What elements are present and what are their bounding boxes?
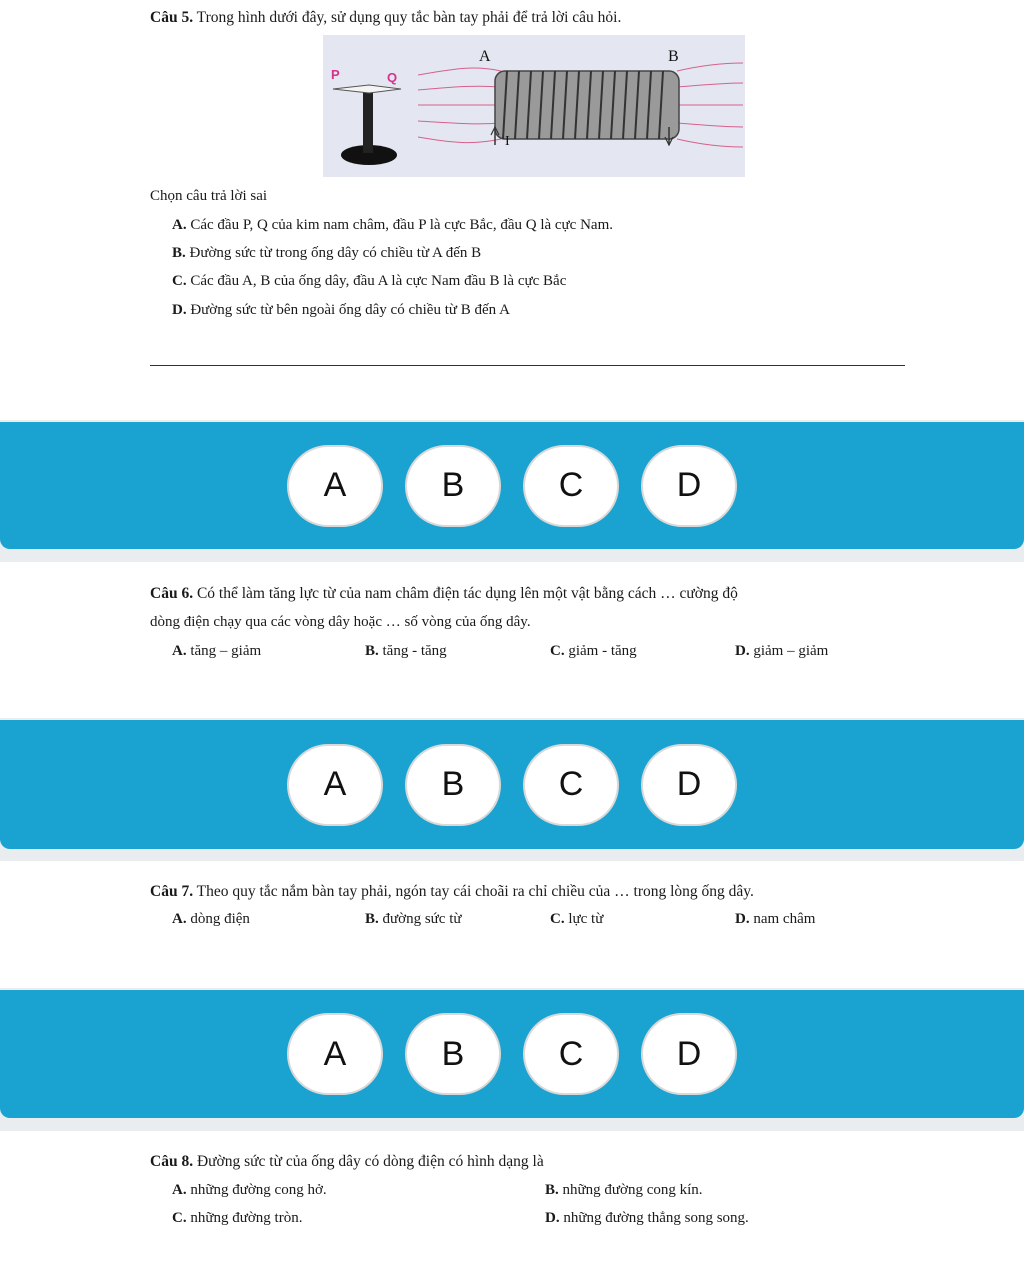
solenoid-diagram <box>323 35 745 177</box>
question-7-text: Câu 7. Theo quy tắc nắm bàn tay phải, ngón tay cái choãi ra chỉ chiều của … trong lòng ống dây. <box>150 883 754 900</box>
question-5-option-a: A. Các đầu P, Q của kim nam châm, đầu P là cực Bắc, đầu Q là cực Nam. <box>172 217 613 233</box>
question-6-card <box>0 562 1024 718</box>
answer-bar-question-5 <box>0 422 1024 549</box>
answer-a-button[interactable]: A <box>287 744 383 826</box>
question-5-card <box>0 0 1024 420</box>
question-5-prompt: Chọn câu trả lời sai <box>150 188 268 204</box>
svg-text:A: A <box>479 48 491 65</box>
answer-d-button[interactable]: D <box>641 1013 737 1095</box>
question-6-text-continued: dòng điện chạy qua các vòng dây hoặc … số vòng của ống dây. <box>150 614 531 630</box>
question-7-option-d: D. nam châm <box>735 911 816 927</box>
question-6-option-d: D. giảm – giảm <box>735 643 829 659</box>
answer-a-button[interactable]: A <box>287 1013 383 1095</box>
solenoid-figure <box>323 35 745 177</box>
answer-b-button[interactable]: B <box>405 744 501 826</box>
svg-text:B: B <box>668 48 679 65</box>
question-6-option-c: C. giảm - tăng <box>550 643 637 659</box>
question-8-card <box>0 1131 1024 1280</box>
divider-line <box>150 365 905 366</box>
answer-a-button[interactable]: A <box>287 445 383 527</box>
question-6-text: Câu 6. Có thể làm tăng lực từ của nam châm điện tác dụng lên một vật bằng cách … cường độ <box>150 585 738 602</box>
answer-b-button[interactable]: B <box>405 1013 501 1095</box>
question-5-title: Câu 5. Trong hình dưới đây, sử dụng quy tắc bàn tay phải để trả lời câu hỏi. <box>150 9 622 26</box>
svg-text:I: I <box>505 134 510 149</box>
answer-c-button[interactable]: C <box>523 744 619 826</box>
answer-b-button[interactable]: B <box>405 445 501 527</box>
question-7-option-c: C. lực từ <box>550 911 604 927</box>
answer-d-button[interactable]: D <box>641 445 737 527</box>
question-8-text: Câu 8. Đường sức từ của ống dây có dòng điện có hình dạng là <box>150 1153 544 1170</box>
answer-c-button[interactable]: C <box>523 1013 619 1095</box>
answer-bar-question-6 <box>0 720 1024 849</box>
question-8-option-a: A. những đường cong hở. <box>172 1182 327 1198</box>
question-5-option-c: C. Các đầu A, B của ống dây, đầu A là cực Nam đầu B là cực Bắc <box>172 273 567 289</box>
answer-bar-question-7 <box>0 990 1024 1118</box>
question-8-option-b: B. những đường cong kín. <box>545 1182 703 1198</box>
answer-c-button[interactable]: C <box>523 445 619 527</box>
question-5-option-d: D. Đường sức từ bên ngoài ống dây có chiều từ B đến A <box>172 302 510 318</box>
question-6-option-a: A. tăng – giảm <box>172 643 262 659</box>
svg-text:P: P <box>331 67 340 82</box>
answer-d-button[interactable]: D <box>641 744 737 826</box>
question-7-option-b: B. đường sức từ <box>365 911 462 927</box>
question-7-card <box>0 861 1024 988</box>
svg-text:Q: Q <box>387 70 398 85</box>
question-7-option-a: A. dòng điện <box>172 911 250 927</box>
question-8-option-c: C. những đường tròn. <box>172 1210 303 1226</box>
question-8-option-d: D. những đường thẳng song song. <box>545 1210 749 1226</box>
question-6-option-b: B. tăng - tăng <box>365 643 447 659</box>
question-5-option-b: B. Đường sức từ trong ống dây có chiều từ A đến B <box>172 245 482 261</box>
